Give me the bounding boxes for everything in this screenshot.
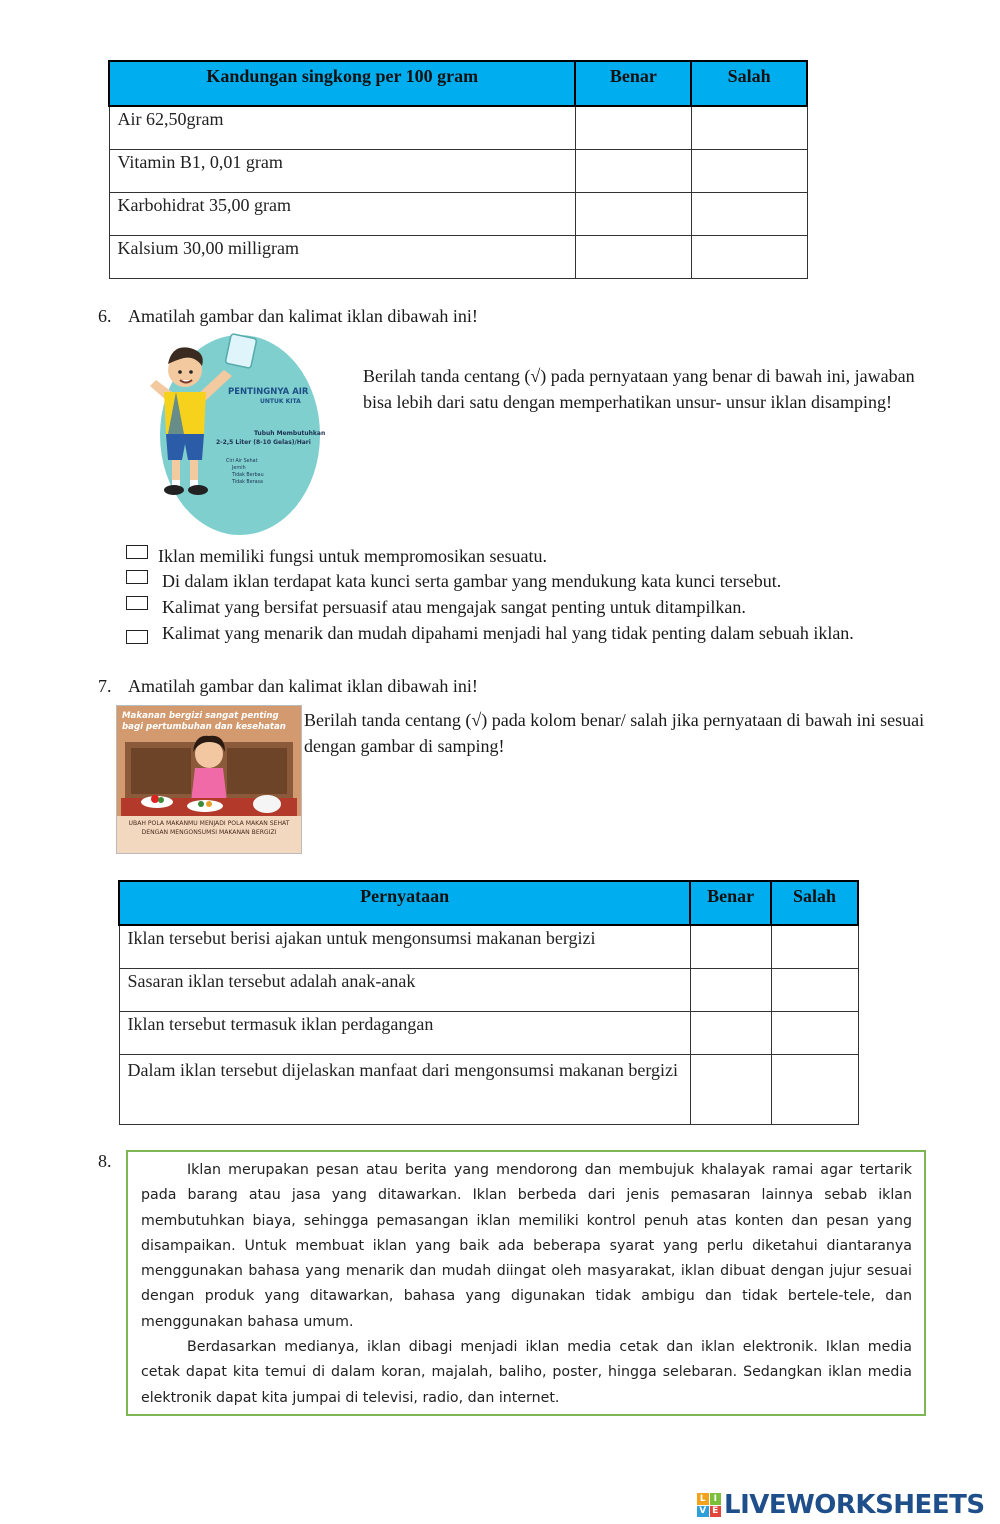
option-checkbox[interactable]: [126, 570, 148, 584]
poster-list-item: Jernih: [232, 466, 246, 471]
benar-answer-cell[interactable]: [575, 149, 691, 192]
option-checkbox[interactable]: [126, 596, 148, 610]
water-ad-poster: [140, 330, 330, 536]
logo-mark-letter: V: [697, 1506, 709, 1518]
salah-answer-cell[interactable]: [771, 1011, 858, 1054]
benar-answer-cell[interactable]: [690, 925, 771, 968]
option-checkbox[interactable]: [126, 630, 148, 644]
benar-answer-cell[interactable]: [690, 1054, 771, 1124]
question-7-instruction: Berilah tanda centang (√) pada kolom benar/ salah jika pernyataan di bawah ini sesuai dengan gambar di samping!: [304, 710, 925, 756]
benar-answer-cell[interactable]: [575, 192, 691, 235]
salah-answer-cell[interactable]: [771, 968, 858, 1011]
logo-mark-letter: L: [697, 1493, 709, 1505]
salah-answer-cell[interactable]: [771, 1054, 858, 1124]
logo-text: LIVEWORKSHEETS: [724, 1490, 985, 1520]
poster-subtitle: UNTUK KITA: [260, 398, 301, 405]
salah-answer-cell[interactable]: [691, 106, 807, 149]
salah-answer-cell[interactable]: [691, 235, 807, 278]
header-benar: Benar: [575, 61, 691, 106]
option-label: Iklan memiliki fungsi untuk mempromosikan sesuatu.: [158, 546, 547, 566]
statement-label: Sasaran iklan tersebut adalah anak-anak: [119, 968, 690, 1011]
logo-mark-icon: [697, 1493, 721, 1517]
question-8-number: 8.: [98, 1151, 112, 1171]
poster-line2: 2-2,5 Liter (8-10 Gelas)/Hari: [216, 439, 311, 446]
header-benar: Benar: [690, 881, 771, 925]
poster-list-item: Tidak Berasa: [232, 480, 263, 485]
passage-paragraph: Berdasarkan medianya, iklan dibagi menjadi iklan media cetak dan iklan elektronik. Iklan media cetak dapat kita temui di dalam koran, majalah, baliho, poster, hingga selebaran. Sedangkan iklan media elektronik dapat kita jumpai di televisi, radio, dan internet.: [141, 1339, 912, 1406]
nutrition-row-label: Kalsium 30,00 milligram: [109, 235, 575, 278]
nutrition-row-label: Vitamin B1, 0,01 gram: [109, 149, 575, 192]
nutrition-row-label: Air 62,50gram: [109, 106, 575, 149]
header-salah: Salah: [691, 61, 807, 106]
question-6-prompt: Amatilah gambar dan kalimat iklan dibawah ini!: [128, 306, 478, 326]
statement-table: [118, 880, 859, 1125]
option-label: Kalimat yang bersifat persuasif atau mengajak sangat penting untuk ditampilkan.: [162, 597, 746, 617]
poster-list-item: Tidak Berbau: [232, 473, 264, 478]
food-ad-poster: [116, 705, 302, 854]
salah-answer-cell[interactable]: [691, 192, 807, 235]
statement-label: Iklan tersebut berisi ajakan untuk mengonsumsi makanan bergizi: [119, 925, 690, 968]
food-ad-headline: Makanan bergizi sangat penting bagi pertumbuhan dan kesehatan: [122, 711, 286, 732]
question-6-instruction: Berilah tanda centang (√) pada pernyataan yang benar di bawah ini, jawaban bisa lebih dari satu dengan memperhatikan unsur- unsur iklan disamping!: [363, 366, 915, 412]
reading-passage-box: [126, 1150, 926, 1416]
question-6-number: 6.: [98, 306, 112, 326]
option-checkbox[interactable]: [126, 545, 148, 559]
poster-title: PENTINGNYA AIR: [228, 387, 309, 397]
statement-label: Iklan tersebut termasuk iklan perdagangan: [119, 1011, 690, 1054]
header-kandungan: Kandungan singkong per 100 gram: [109, 61, 575, 106]
statement-label: Dalam iklan tersebut dijelaskan manfaat dari mengonsumsi makanan bergizi: [119, 1054, 690, 1124]
logo-mark-letter: I: [710, 1493, 722, 1505]
logo-mark-letter: E: [710, 1506, 722, 1518]
question-7-prompt: Amatilah gambar dan kalimat iklan dibawah ini!: [128, 676, 478, 696]
salah-answer-cell[interactable]: [691, 149, 807, 192]
question-7-number: 7.: [98, 676, 112, 696]
option-label: Di dalam iklan terdapat kata kunci serta gambar yang mendukung kata kunci tersebut.: [162, 571, 782, 591]
salah-answer-cell[interactable]: [771, 925, 858, 968]
nutrition-row-label: Karbohidrat 35,00 gram: [109, 192, 575, 235]
nutrition-table: [108, 60, 808, 279]
benar-answer-cell[interactable]: [690, 968, 771, 1011]
benar-answer-cell[interactable]: [575, 106, 691, 149]
header-salah: Salah: [771, 881, 858, 925]
poster-line1: Tubuh Membutuhkan: [254, 430, 326, 437]
liveworksheets-logo: [697, 1490, 985, 1520]
passage-paragraph: Iklan merupakan pesan atau berita yang mendorong dan membujuk khalayak ramai agar tertarik pada barang atau jasa yang ditawarkan. Iklan berbeda dari jenis pemasaran lainnya sebab iklan membutuhkan biaya, sehingga pemasangan iklan memiliki kontrol penuh atas konten dan pesan yang disampaikan. Untuk membuat iklan yang baik ada beberapa syarat yang perlu diketahui diantaranya menggunakan bahasa yang menarik dan mudah diingat oleh masyarakat, iklan dibuat dengan jujur sesuai dengan produk yang ditawarkan, bahasa yang digunakan tidak ambigu dan tidak bertele-tele, dan menggunakan bahasa umum.: [141, 1162, 912, 1330]
benar-answer-cell[interactable]: [575, 235, 691, 278]
food-ad-footer: UBAH POLA MAKANMU MENJADI POLA MAKAN SEHAT DENGAN MENGONSUMSI MAKANAN BERGIZI: [128, 820, 290, 836]
poster-list-title: Ciri Air Sehat: [226, 459, 258, 464]
benar-answer-cell[interactable]: [690, 1011, 771, 1054]
option-label: Kalimat yang menarik dan mudah dipahami menjadi hal yang tidak penting dalam sebuah iklan.: [162, 623, 854, 643]
header-pernyataan: Pernyataan: [119, 881, 690, 925]
